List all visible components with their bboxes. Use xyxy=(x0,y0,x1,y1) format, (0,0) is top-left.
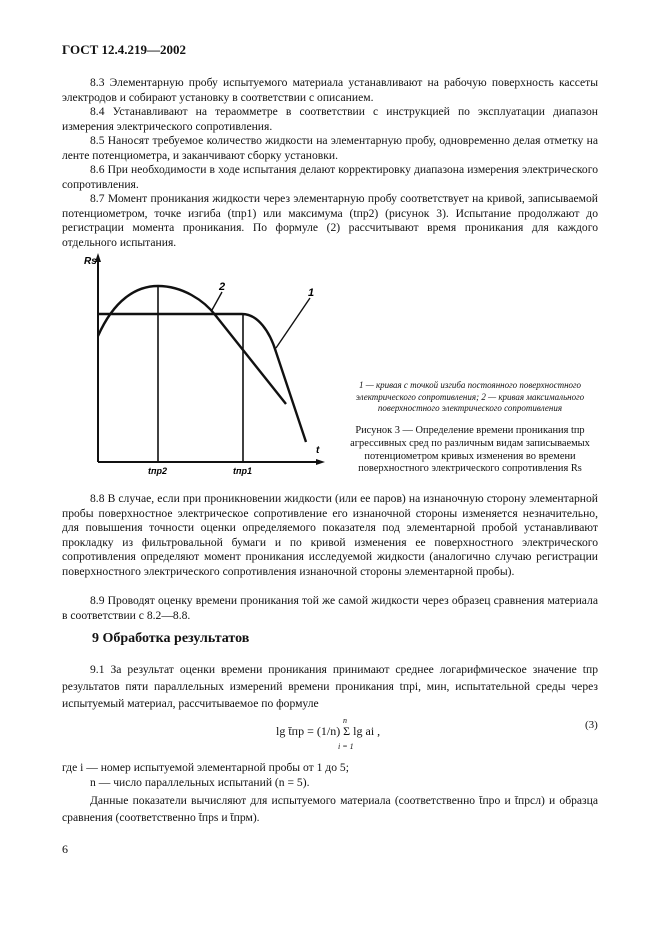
figure-3-plot xyxy=(80,250,340,480)
x-axis-label: t xyxy=(316,445,320,456)
tick-t2-label: tпр2 xyxy=(148,466,167,476)
paragraph-8-4: 8.4 Устанавливают на тераомметре в соответствии с инструкцией по эксплуатации диапазон измерения электрического сопротивления. xyxy=(62,105,598,133)
formula: lg t̄пр = (1/n) Σ lg ai , xyxy=(276,724,381,738)
curve-2-leader xyxy=(212,292,222,310)
curve-1-label: 1 xyxy=(308,287,315,299)
curve-1-leader xyxy=(276,298,310,348)
curve-1 xyxy=(98,314,306,442)
page-number: 6 xyxy=(62,842,68,856)
y-axis-label: Rs xyxy=(84,256,97,267)
paragraph-8-8: 8.8 В случае, если при проникновении жидкости (или ее паров) на изнаночную сторону элементарной пробы поверхностное электрическое сопротивление его изнаночной стороны изменяется незначительно, для повышения точности оценки определяемого показателя под элементарной пробой устанавливают прокладку из фильтровальной бумаги и по кривой изменения ее поверхностного электрического сопротивления определяют момент проникания исследуемой жидкости (аналогично случаю регистрации поверхностного электрического сопротивления изнаночной стороны элементарной пробы). xyxy=(62,492,598,578)
formula-sum-upper: n xyxy=(343,716,347,725)
document-header: ГОСТ 12.4.219—2002 xyxy=(62,42,187,57)
curve-2 xyxy=(98,286,286,404)
paragraph-last: Данные показатели вычисляют для испытуемого материала (соответственно t̄про и t̄прсл) и образца сравнения (соответственно t̄прs и t̄прм). xyxy=(62,794,598,824)
equation-number: (3) xyxy=(585,719,598,731)
section-title: 9 Обработка результатов xyxy=(92,631,250,646)
paragraph-8-7: 8.7 Момент проникания жидкости через элементарную пробу соответствует на кривой, записываемой потенциометром, точке изгиба (tпр1) или максимума (tпр2) (рисунок 3). Испытание продолжают до регистрации момента проникания. По формуле (2) рассчитывают время проникания для каждого отдельного испытания. xyxy=(62,192,598,249)
x-axis-arrow xyxy=(316,459,325,465)
curve-2-label: 2 xyxy=(219,281,226,293)
figure-caption: Рисунок 3 — Определение времени проникания tпр агрессивных сред по различным видам записываемых потенциометром кривых изменения во времени поверхностного электрического сопротивления Rs xyxy=(350,425,590,475)
paragraph-9-1: 9.1 За результат оценки времени проникания принимают среднее логарифмическое значение tпр результатов пяти параллельных измерений времени проникания tпрi, мин, испытательной среды через испытуемый материал, рассчитываемое по формуле xyxy=(62,663,598,710)
where-n: n — число параллельных испытаний (n = 5). xyxy=(90,776,310,789)
paragraph-8-5: 8.5 Наносят требуемое количество жидкости на элементарную пробу, одновременно делая отметку на ленте потенциометра, и заканчивают сборку установки. xyxy=(62,134,598,162)
paragraph-8-6: 8.6 При необходимости в ходе испытания делают корректировку диапазона измерения электрического сопротивления. xyxy=(62,163,598,191)
formula-sum-lower: i = 1 xyxy=(338,742,354,751)
tick-t1-label: tпр1 xyxy=(233,466,252,476)
paragraph-8-9: 8.9 Проводят оценку времени проникания той же самой жидкости через образец сравнения материала в соответствии с 8.2—8.8. xyxy=(62,594,598,622)
where-i: где i — номер испытуемой элементарной пробы от 1 до 5; xyxy=(62,761,349,774)
paragraph-8-3: 8.3 Элементарную пробу испытуемого материала устанавливают на рабочую поверхность кассеты электродов и собирают установку в соответствии с описанием. xyxy=(62,76,598,104)
figure-legend: 1 — кривая с точкой изгиба постоянного поверхностного электрического сопротивления; 2 — кривая максимального поверхностного электрического сопротивления xyxy=(355,380,585,413)
